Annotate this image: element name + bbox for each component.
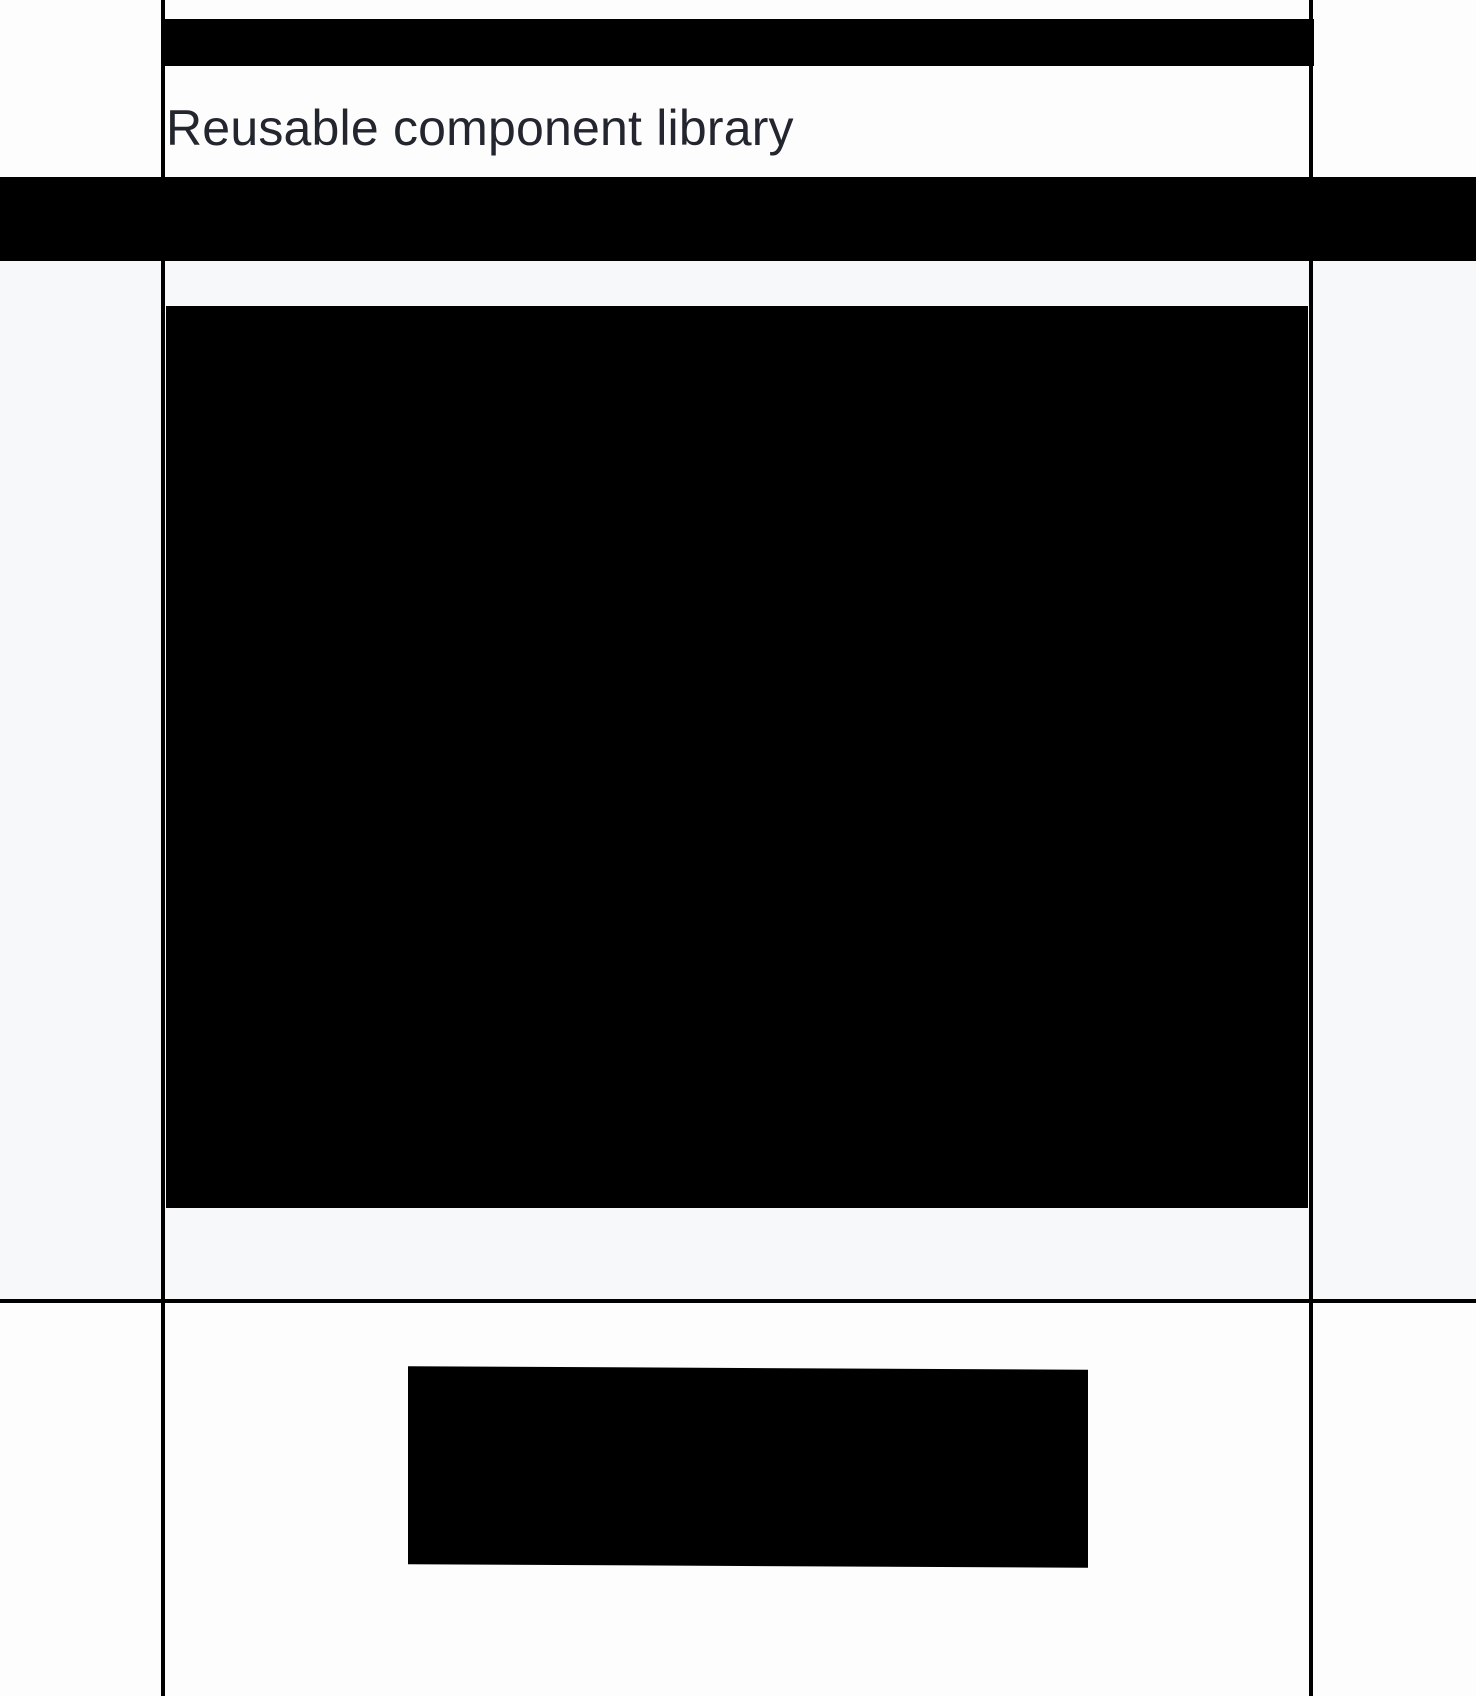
redacted-banner (0, 177, 1476, 261)
redacted-header-bar (163, 19, 1314, 66)
redacted-action-button[interactable] (408, 1366, 1088, 1568)
section-divider (0, 1299, 1476, 1303)
left-margin-content-band (0, 261, 163, 1301)
redacted-media-block (166, 306, 1308, 1208)
right-column-border (1309, 0, 1313, 1696)
page-title: Reusable component library (166, 100, 794, 156)
left-column-border (161, 0, 165, 1696)
right-margin-content-band (1312, 261, 1476, 1301)
